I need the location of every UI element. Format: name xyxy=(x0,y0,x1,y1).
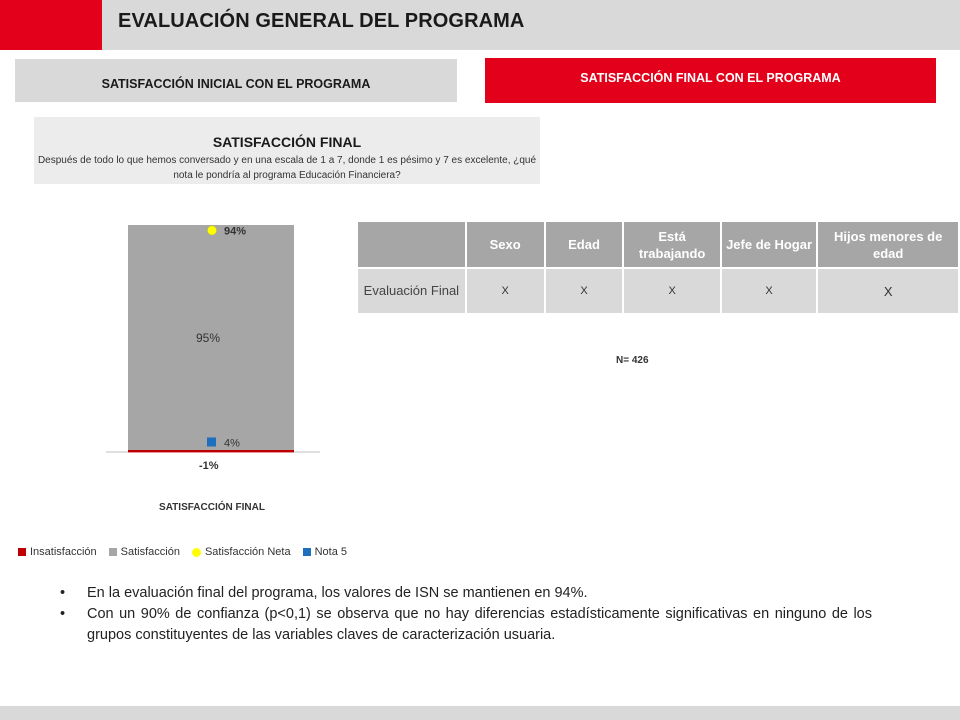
x-axis-label: SATISFACCIÓN FINAL xyxy=(159,502,265,513)
question-text: Después de todo lo que hemos conversado y en una escala de 1 a 7, donde 1 es pésimo y 7 es excelente, ¿qué nota le pondría al programa Educación Financiera? xyxy=(37,155,537,181)
satisfaccion-neta-point xyxy=(208,226,217,235)
list-item xyxy=(60,583,872,604)
legend-label: Satisfacción Neta xyxy=(204,546,291,558)
list-item xyxy=(60,604,872,646)
legend-label: Insatisfacción xyxy=(30,546,97,558)
insatisfaccion-label: -1% xyxy=(199,460,219,472)
legend-item xyxy=(109,546,180,558)
table-cell: X xyxy=(817,268,959,314)
table-cell: X xyxy=(466,268,545,314)
satisfaccion-label: 95% xyxy=(196,331,221,345)
table-header-jefe-hogar: Jefe de Hogar xyxy=(721,221,818,268)
page-title: EVALUACIÓN GENERAL DEL PROGRAMA xyxy=(118,10,525,32)
table-cell: X xyxy=(721,268,818,314)
tab-final-satisfaction[interactable]: SATISFACCIÓN FINAL CON EL PROGRAMA xyxy=(485,58,936,103)
question-box xyxy=(34,117,540,184)
tab-initial-satisfaction[interactable]: SATISFACCIÓN INICIAL CON EL PROGRAMA xyxy=(15,59,457,102)
insatisfaccion-bar xyxy=(128,450,294,452)
significance-table xyxy=(356,220,960,315)
bullet-icon: • xyxy=(60,585,66,601)
table-cell: X xyxy=(545,268,624,314)
table-cell: X xyxy=(623,268,720,314)
legend-swatch xyxy=(109,548,117,556)
legend-label: Satisfacción xyxy=(120,546,180,558)
legend-swatch xyxy=(303,548,311,556)
legend-item xyxy=(303,546,347,558)
table-row-label: Evaluación Final xyxy=(357,268,466,314)
table-header-blank xyxy=(357,221,466,268)
legend-swatch xyxy=(192,548,201,557)
table-header-trabajando: Está trabajando xyxy=(623,221,720,268)
chart-legend xyxy=(18,546,359,558)
legend-item xyxy=(192,546,291,558)
legend-swatch xyxy=(18,548,26,556)
table-header-edad: Edad xyxy=(545,221,624,268)
bullet-text: Con un 90% de confianza (p<0,1) se observa que no hay diferencias estadísticamente significativas en ninguno de los grupos constituyentes de las variables claves de caracterización usuaria. xyxy=(87,606,872,643)
satisfaccion-neta-label: 94% xyxy=(224,225,247,238)
table-header-sexo: Sexo xyxy=(466,221,545,268)
nota5-label: 4% xyxy=(224,437,240,450)
brand-block xyxy=(0,0,102,50)
legend-label: Nota 5 xyxy=(314,546,347,558)
legend-item xyxy=(18,546,97,558)
bullet-text: En la evaluación final del programa, los valores de ISN se mantienen en 94%. xyxy=(87,585,588,601)
table-header-row xyxy=(357,221,959,268)
question-title: SATISFACCIÓN FINAL xyxy=(212,134,362,150)
table-header-hijos: Hijos menores de edad xyxy=(817,221,959,268)
nota5-point xyxy=(207,437,216,446)
footer-bar xyxy=(0,706,960,720)
findings-list xyxy=(60,583,872,646)
bullet-icon: • xyxy=(60,606,66,622)
table-row xyxy=(357,268,959,314)
sample-size: N= 426 xyxy=(616,355,649,366)
satisfaction-chart xyxy=(0,200,350,530)
